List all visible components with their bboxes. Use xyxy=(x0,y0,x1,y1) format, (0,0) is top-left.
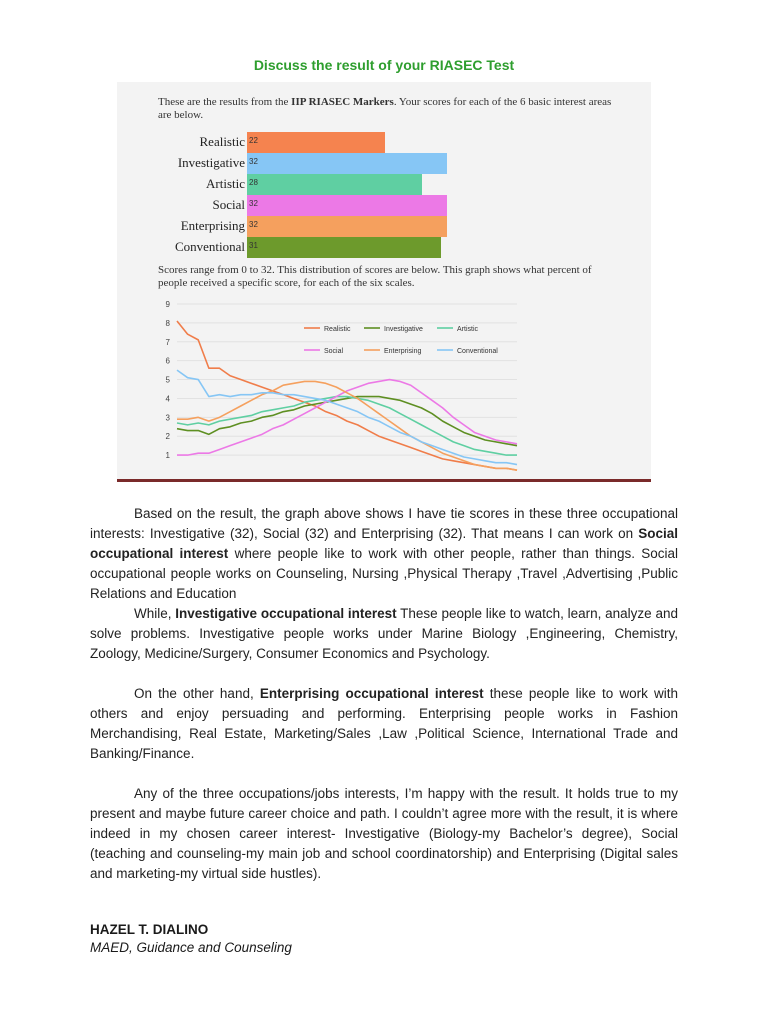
y-tick-label: 5 xyxy=(165,375,170,385)
paragraph-emphasis: Investigative occupational interest xyxy=(175,606,397,621)
score-row-social xyxy=(117,195,651,216)
score-value: 32 xyxy=(249,199,258,208)
score-row-conventional xyxy=(117,237,651,258)
intro-bold: IIP RIASEC Markers xyxy=(291,96,394,108)
score-label: Social xyxy=(212,197,245,212)
y-tick-label: 9 xyxy=(165,300,170,309)
score-bar xyxy=(247,195,447,216)
score-value: 32 xyxy=(249,220,258,229)
score-label: Realistic xyxy=(199,134,245,149)
figure-bottom-rule xyxy=(117,479,651,482)
paragraph-2 xyxy=(90,604,678,664)
score-value: 32 xyxy=(249,157,258,166)
score-row-realistic xyxy=(117,132,651,153)
author-name: HAZEL T. DIALINO xyxy=(90,922,209,937)
legend-label: Artistic xyxy=(457,326,478,333)
score-range-text: Scores range from 0 to 32. This distribution of scores are below. This graph shows what percent of people received a specific score, for each of the six scales. xyxy=(158,264,592,289)
y-tick-label: 3 xyxy=(165,413,170,423)
paragraph-4 xyxy=(90,784,678,884)
paragraph-text: On the other hand, xyxy=(134,686,260,701)
legend-label: Enterprising xyxy=(384,348,422,355)
score-value: 22 xyxy=(249,136,258,145)
score-label: Artistic xyxy=(206,176,245,191)
score-label: Investigative xyxy=(177,155,245,170)
paragraph-text: these people like to work with others and enjoy persuading and performing. Enterprising people works in Fashion Merchandising, Real Estate, Marketing/Sales ,Law ,Political Science, International Trade and Banking/Finance. xyxy=(90,686,678,761)
score-bar xyxy=(247,216,447,237)
score-label: Conventional xyxy=(174,239,245,254)
score-label: Enterprising xyxy=(180,218,245,233)
paragraph-emphasis: Enterprising occupational interest xyxy=(259,686,484,701)
author-role: MAED, Guidance and Counseling xyxy=(90,940,292,955)
paragraph-text: These people like to watch, learn, analyze and solve problems. Investigative people works under Marine Biology ,Engineering, Chemistry, Zoology, Medicine/Surgery, Consumer Economics and Psychology. xyxy=(90,606,678,661)
paragraph-text: Any of the three occupations/jobs interests, I’m happy with the result. It holds true to my present and maybe future career choice and path. I couldn’t agree more with the result, it is where indeed in my chosen career interest- Investigative (Biology-my Bachelor’s degree), Social (teaching and counseling-my main job and school coordinatorship) and Enterprising (Digital sales and marketing-my virtual side hustles). xyxy=(90,786,678,881)
y-tick-label: 1 xyxy=(165,451,170,461)
y-tick-label: 8 xyxy=(165,318,170,328)
y-tick-label: 7 xyxy=(165,337,170,347)
y-tick-label: 2 xyxy=(165,432,170,442)
paragraph-emphasis: Social occupational interest xyxy=(90,526,678,561)
score-bar xyxy=(247,174,422,195)
paragraph-text: Based on the result, the graph above shows I have tie scores in these three occupational interests: Investigative (32), Social (32) and Enterprising (32). That means I can work on xyxy=(90,506,678,541)
score-value: 28 xyxy=(249,178,258,187)
intro-prefix: These are the results from the xyxy=(158,96,292,108)
y-tick-label: 4 xyxy=(165,394,170,404)
figure-intro-text xyxy=(158,96,618,121)
paragraph-text: where people like to work with other people, rather than things. Social occupational people works on Counseling, Nursing ,Physical Therapy ,Travel ,Advertising ,Public Relations and Education xyxy=(90,546,678,601)
intro-suffix: . Your scores for each of the 6 basic interest areas are below. xyxy=(158,96,612,121)
score-row-investigative xyxy=(117,153,651,174)
score-bar xyxy=(247,132,385,153)
page-title: Discuss the result of your RIASEC Test xyxy=(253,57,515,73)
legend-label: Realistic xyxy=(324,326,351,333)
score-bar xyxy=(247,237,441,258)
paragraph-text: While, xyxy=(134,606,176,621)
legend-label: Social xyxy=(324,348,344,355)
legend-label: Investigative xyxy=(384,326,423,333)
legend-label: Conventional xyxy=(457,348,498,355)
score-row-artistic xyxy=(117,174,651,195)
score-row-enterprising xyxy=(117,216,651,237)
y-tick-label: 6 xyxy=(165,356,170,366)
score-value: 31 xyxy=(249,241,258,250)
paragraph-3 xyxy=(90,684,678,764)
score-distribution-chart xyxy=(117,294,651,482)
riasec-results-figure xyxy=(117,82,651,482)
score-bar xyxy=(247,153,447,174)
paragraph-1 xyxy=(90,504,678,604)
